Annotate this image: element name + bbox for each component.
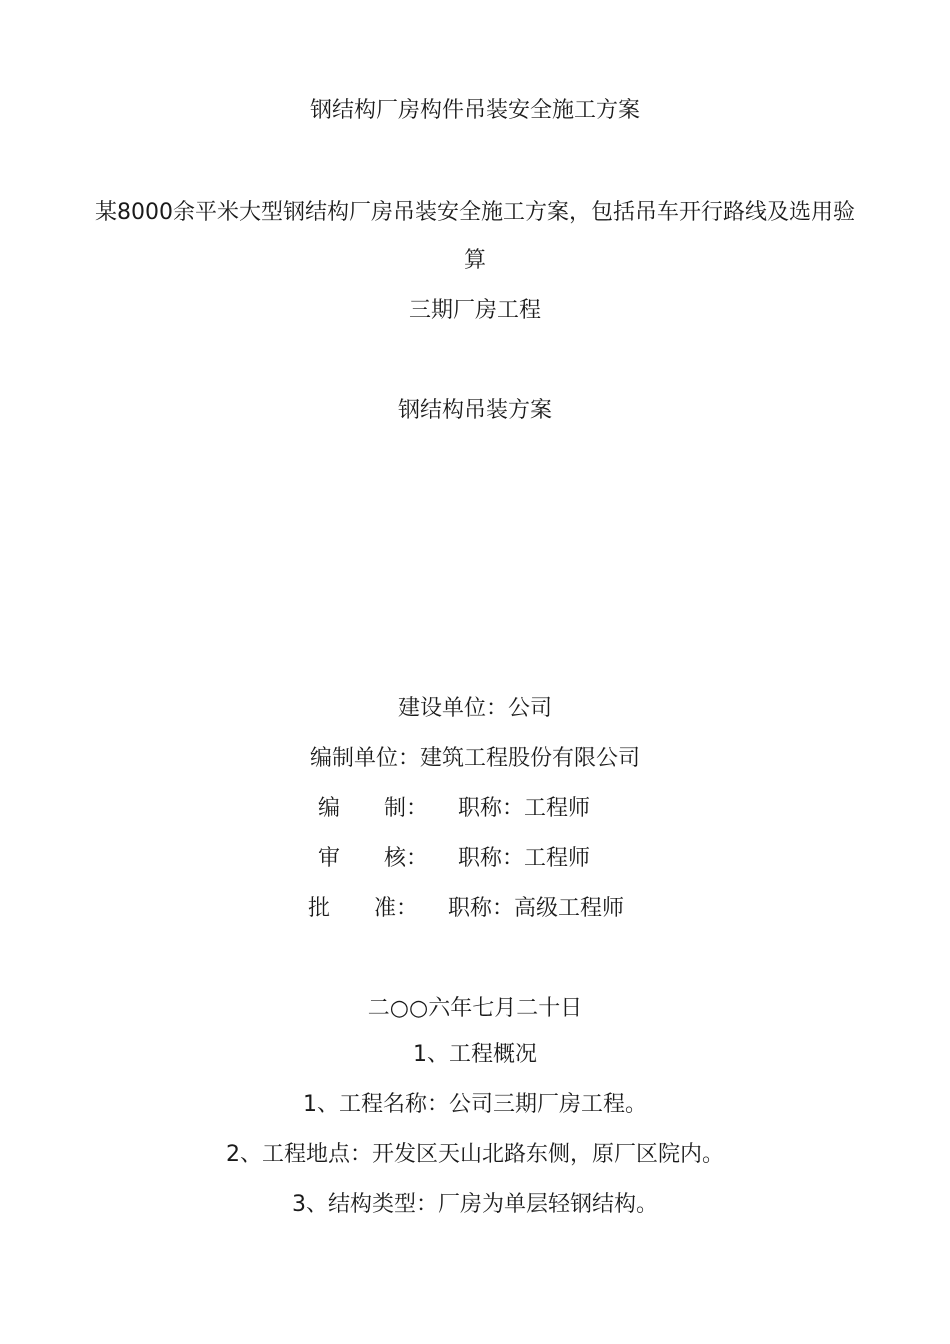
signature-role-approve: 批 准：	[308, 896, 419, 921]
overview-item: 1、工程名称：公司三期厂房工程。	[303, 1092, 647, 1117]
signature-title-review: 职称：工程师	[458, 846, 591, 871]
overview-item: 2、工程地点：开发区天山北路东侧，原厂区院内。	[226, 1142, 724, 1167]
project-name: 三期厂房工程	[408, 298, 541, 323]
summary-line-2: 算	[463, 248, 486, 273]
signature-title-approve: 职称：高级工程师	[448, 896, 625, 921]
section-heading: 1、工程概况	[413, 1042, 537, 1067]
plan-name: 钢结构吊装方案	[397, 398, 552, 423]
compiling-unit: 编制单位：建筑工程股份有限公司	[309, 746, 640, 771]
summary-line-1: 某8000余平米大型钢结构厂房吊装安全施工方案，包括吊车开行路线及选用验	[95, 200, 855, 225]
overview-item: 3、结构类型：厂房为单层轻钢结构。	[292, 1192, 658, 1217]
signature-role-review: 审 核：	[318, 846, 429, 871]
document-date: 二○○六年七月二十日	[367, 996, 583, 1021]
signature-title-compile: 职称：工程师	[458, 796, 591, 821]
doc-title: 钢结构厂房构件吊装安全施工方案	[309, 98, 640, 123]
construction-unit: 建设单位：公司	[397, 696, 552, 721]
signature-role-compile: 编 制：	[318, 796, 429, 821]
